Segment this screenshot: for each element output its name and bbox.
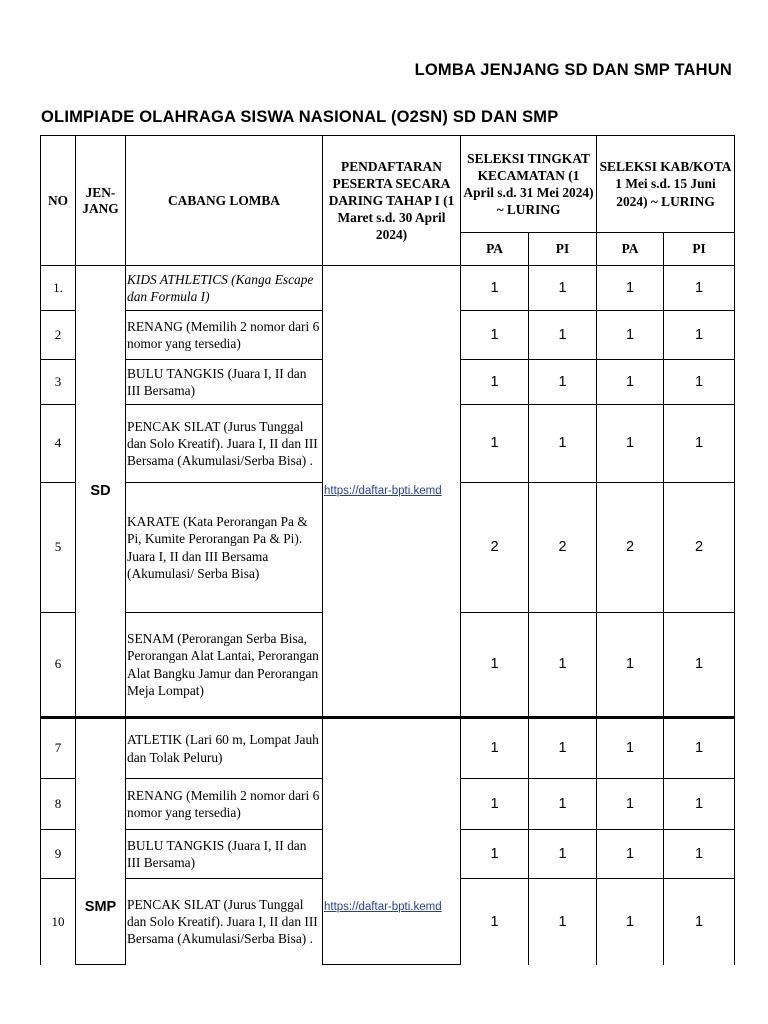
kabkota-pa-cell: 1: [597, 405, 664, 483]
document-title: LOMBA JENJANG SD DAN SMP TAHUN: [414, 61, 732, 79]
kecamatan-pi-cell: 1: [529, 360, 597, 405]
kabkota-pi-cell: 1: [664, 311, 735, 360]
jenjang-cell: SD: [76, 266, 126, 718]
kecamatan-pa-cell: 1: [461, 311, 529, 360]
kabkota-pa-cell: 1: [597, 266, 664, 311]
jenjang-label: SMP: [84, 898, 117, 915]
registration-link-cell: [323, 266, 461, 718]
competition-table: [40, 135, 735, 965]
row-no: 5: [41, 483, 76, 613]
cabang-cell: KIDS ATHLETICS (Kanga Escape dan Formula I): [126, 266, 323, 311]
row-no: 1.: [41, 266, 76, 311]
kecamatan-pa-cell: 1: [461, 266, 529, 311]
row-no: 10: [41, 879, 76, 965]
registration-link-cell: [323, 718, 461, 965]
kabkota-pa-cell: 2: [597, 483, 664, 613]
cabang-cell: SENAM (Perorangan Serba Bisa, Perorangan Alat Lantai, Perorangan Alat Bangku Jamur dan Perorangan Meja Lompat): [126, 613, 323, 718]
kecamatan-pi-cell: 1: [529, 405, 597, 483]
header-seleksi-kabkota: SELEKSI KAB/KOTA 1 Mei s.d. 15 Juni 2024) ~ LURING: [597, 136, 735, 233]
kabkota-pi-cell: 1: [664, 360, 735, 405]
header-kabkota-pi: PI: [664, 233, 735, 266]
header-seleksi-kecamatan: SELEKSI TINGKAT KECAMATAN (1 April s.d. 31 Mei 2024) ~ LURING: [461, 136, 597, 233]
header-cabang-lomba: CABANG LOMBA: [126, 136, 323, 266]
kabkota-pa-cell: 1: [597, 830, 664, 879]
row-no: 2: [41, 311, 76, 360]
kecamatan-pi-cell: 1: [529, 879, 597, 965]
cabang-cell: BULU TANGKIS (Juara I, II dan III Bersama): [126, 360, 323, 405]
kabkota-pi-cell: 1: [664, 266, 735, 311]
table-row: [41, 266, 735, 311]
row-no: 7: [41, 718, 76, 779]
cabang-cell: KARATE (Kata Perorangan Pa & Pi, Kumite Perorangan Pa & Pi). Juara I, II dan III Bersama (Akumulasi/ Serba Bisa): [126, 483, 323, 613]
header-kecamatan-pi: PI: [529, 233, 597, 266]
cabang-cell: PENCAK SILAT (Jurus Tunggal dan Solo Kreatif). Juara I, II dan III Bersama (Akumulasi/Serba Bisa) .: [126, 405, 323, 483]
kecamatan-pa-cell: 1: [461, 830, 529, 879]
row-no: 6: [41, 613, 76, 718]
header-kabkota-pa: PA: [597, 233, 664, 266]
header-kecamatan-pa: PA: [461, 233, 529, 266]
header-pendaftaran: PENDAFTARAN PESERTA SECARA DARING TAHAP I (1 Maret s.d. 30 April 2024): [323, 136, 461, 266]
kabkota-pi-cell: 1: [664, 879, 735, 965]
cabang-cell: BULU TANGKIS (Juara I, II dan III Bersama): [126, 830, 323, 879]
kecamatan-pa-cell: 1: [461, 360, 529, 405]
kecamatan-pa-cell: 1: [461, 718, 529, 779]
kecamatan-pa-cell: 2: [461, 483, 529, 613]
registration-link[interactable]: https://daftar-bpti.kemd: [324, 484, 442, 497]
cabang-cell: ATLETIK (Lari 60 m, Lompat Jauh dan Tolak Peluru): [126, 718, 323, 779]
kecamatan-pi-cell: 2: [529, 483, 597, 613]
kecamatan-pi-cell: 1: [529, 266, 597, 311]
registration-link[interactable]: https://daftar-bpti.kemd: [324, 901, 442, 914]
cabang-cell: PENCAK SILAT (Jurus Tunggal dan Solo Kreatif). Juara I, II dan III Bersama (Akumulasi/Serba Bisa) .: [126, 879, 323, 965]
row-no: 4: [41, 405, 76, 483]
table-row: [41, 718, 735, 779]
kabkota-pa-cell: 1: [597, 311, 664, 360]
kabkota-pi-cell: 1: [664, 405, 735, 483]
kecamatan-pa-cell: 1: [461, 879, 529, 965]
header-no: NO: [41, 136, 76, 266]
document-subtitle: OLIMPIADE OLAHRAGA SISWA NASIONAL (O2SN) SD DAN SMP: [41, 108, 559, 126]
kabkota-pa-cell: 1: [597, 779, 664, 830]
kabkota-pi-cell: 1: [664, 779, 735, 830]
kabkota-pa-cell: 1: [597, 879, 664, 965]
kabkota-pa-cell: 1: [597, 360, 664, 405]
cabang-cell: RENANG (Memilih 2 nomor dari 6 nomor yang tersedia): [126, 779, 323, 830]
kecamatan-pi-cell: 1: [529, 311, 597, 360]
jenjang-cell: [76, 718, 126, 965]
row-no: 8: [41, 779, 76, 830]
kabkota-pi-cell: 1: [664, 718, 735, 779]
kecamatan-pi-cell: 1: [529, 613, 597, 718]
kecamatan-pi-cell: 1: [529, 779, 597, 830]
kabkota-pi-cell: 1: [664, 613, 735, 718]
kabkota-pa-cell: 1: [597, 613, 664, 718]
kecamatan-pa-cell: 1: [461, 613, 529, 718]
kabkota-pi-cell: 2: [664, 483, 735, 613]
kecamatan-pa-cell: 1: [461, 405, 529, 483]
kecamatan-pi-cell: 1: [529, 830, 597, 879]
kecamatan-pa-cell: 1: [461, 779, 529, 830]
kabkota-pi-cell: 1: [664, 830, 735, 879]
row-no: 9: [41, 830, 76, 879]
kecamatan-pi-cell: 1: [529, 718, 597, 779]
cabang-cell: RENANG (Memilih 2 nomor dari 6 nomor yang tersedia): [126, 311, 323, 360]
header-jenjang: JEN- JANG: [76, 136, 126, 266]
kabkota-pa-cell: 1: [597, 718, 664, 779]
row-no: 3: [41, 360, 76, 405]
